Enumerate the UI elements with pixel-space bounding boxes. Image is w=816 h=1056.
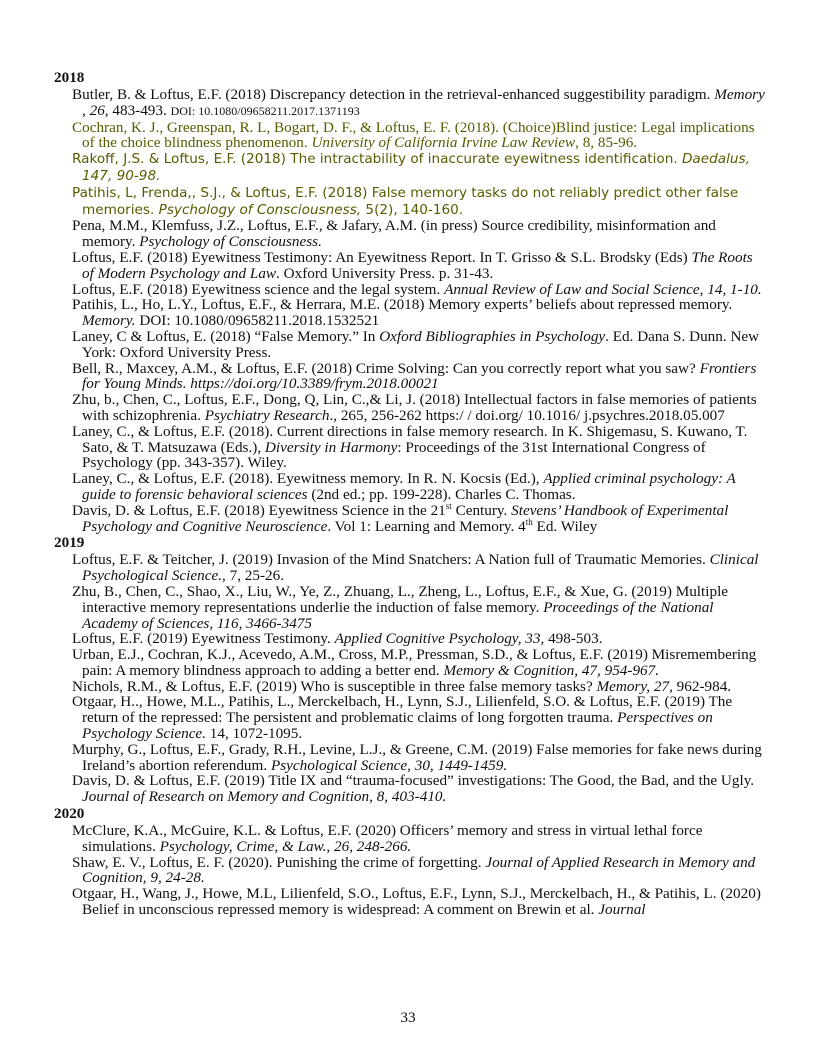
citation-entry [72, 584, 766, 631]
citation-text: Cochran, K. J., Greenspan, R. L, Bogart, D. F., & Loftus, E. F. (2018). (Choice)Blind justice: Legal implications of the choice blindness phenomenon. [72, 118, 755, 152]
citation-text: Loftus, E.F. (2019) Eyewitness Testimony. [72, 630, 335, 648]
citation-entry [72, 823, 766, 855]
citation-entry [72, 329, 766, 361]
citation-text: DOI: 10.1080/09658211.2018.1532521 [135, 312, 380, 330]
citation-entry [72, 679, 766, 695]
journal-title: Proceedings of the National Academy of Sciences, 116, 3466-3475 [82, 598, 714, 632]
citation-entry [72, 392, 766, 424]
citation-text: . Vol 1: Learning and Memory. 4 [327, 517, 526, 535]
citation-text: Zhu, B., Chen, C., Shao, X., Liu, W., Ye, Z., Zhuang, L., Zheng, L., Loftus, E.F., & Xue, G. (2019) Multiple interactive memory representations underlie the induction of false memory. [72, 582, 729, 616]
citation-entry [72, 250, 766, 282]
journal-title: Clinical Psychological Science. [82, 551, 759, 585]
citation-text: Patihis, L, Frenda,, S.J., & Loftus, E.F. (2018) False memory tasks do not reliably predict other false memories. [72, 184, 739, 218]
journal-title: Applied Cognitive Psychology, 33, [334, 630, 545, 648]
citation-entry [72, 361, 766, 393]
citation-text: , 8, 85-96. [575, 134, 638, 152]
journal-title: University of California Irvine Law Review [311, 134, 576, 152]
citation-entry [72, 742, 766, 774]
citation-entry [72, 218, 766, 250]
citation-text: Loftus, E.F. (2018) Eyewitness Testimony: An Eyewitness Report. In T. Grisso & S.L. Brodsky (Eds) [72, 248, 692, 266]
citation-entry [72, 185, 766, 219]
journal-title: Psychiatry Research [204, 406, 330, 424]
citation-text: Otgaar, H., Wang, J., Howe, M.L, Lilienfeld, S.O., Loftus, E.F., Lynn, S.J., Merckelbach, H., & Patihis, L. (2020) Belief in unconscious repressed memory is widespread: A comment on Brewin et al. [72, 885, 761, 919]
citation-text: Laney, C., & Loftus, E.F. (2018). Current directions in false memory research. In K. Shigemasu, S. Kuwano, T. Sato, & T. Matsuzawa (Eds.), [72, 422, 748, 456]
citation-entry [72, 855, 766, 887]
citation-text: Nichols, R.M., & Loftus, E.F. (2019) Who is susceptible in three false memory tasks? [72, 677, 597, 695]
citation-entry [72, 631, 766, 647]
citation-text: Otgaar, H.., Howe, M.L., Patihis, L., Merckelbach, H., Lynn, S.J., Lilienfeld, S.O. & Loftus, E.F. (2019) The return of the repressed: The persistent and problematic claims of long forgotten trauma. [72, 693, 733, 727]
year-heading-2019: 2019 [54, 534, 85, 552]
citation-entry [72, 500, 766, 535]
citation-text: 962-984. [672, 677, 732, 695]
book-title: Applied criminal psychology: A guide to forensic behavioral sciences [82, 470, 736, 503]
journal-title: Journal of Research on Memory and Cognition, 8, 403-410. [82, 788, 447, 806]
citation-entry [72, 773, 766, 805]
citation-text: Zhu, b., Chen, C., Loftus, E.F., Dong, Q, Lin, C.,& Li, J. (2018) Intellectual factors in false memories of patients with schizophrenia. [72, 391, 757, 424]
book-title: The Roots of Modern Psychology and Law [82, 248, 753, 282]
citation-text: Laney, C., & Loftus, E.F. (2018). Eyewitness memory. In R. N. Kocsis (Ed.), [72, 470, 544, 488]
citation-text: . Oxford University Press. p. 31-43. [276, 264, 494, 282]
citation-entry [72, 282, 766, 298]
citation-text: Shaw, E. V., Loftus, E. F. (2020). Punishing the crime of forgetting. [72, 853, 486, 871]
citation-text: , 7, 25-26. [222, 567, 285, 585]
journal-title: Memory , 26, [82, 86, 765, 119]
journal-title: Psychology, Crime, & Law., 26, 248-266. [159, 837, 412, 855]
citation-entry [72, 647, 766, 679]
citation-text: Ed. Wiley [532, 517, 598, 535]
journal-title: Frontiers for Young Minds. https://doi.org/10.3389/frym.2018.00021 [82, 359, 757, 393]
journal-title: Annual Review of Law and Social Science, 14, 1-10. [444, 280, 762, 298]
citation-text: ., 265, 256-262 https:/ / doi.org/ 10.1016/ j.psychres.2018.05.007 [329, 406, 725, 424]
publication-list [54, 68, 766, 918]
citation-entry [72, 87, 766, 120]
citation-text: Patihis, L., Ho, L.Y., Loftus, E.F., & Herrara, M.E. (2018) Memory experts’ beliefs about repressed memory. [72, 296, 733, 314]
journal-title: Journal of Applied Research in Memory and Cognition, 9, 24-28. [82, 853, 756, 887]
year-heading-2020: 2020 [54, 805, 85, 823]
journal-title: Memory, 27, [596, 677, 673, 695]
citation-entry [72, 886, 766, 918]
citation-text: Urban, E.J., Cochran, K.J., Acevedo, A.M., Cross, M.P., Pressman, S.D., & Loftus, E.F. (2019) Misremembering pain: A memory blindness approach to adding a better end. [72, 646, 757, 679]
journal-title: Daedalus, 147, 90-98. [82, 151, 750, 184]
doi-text: DOI: 10.1080/09658211.2017.1371193 [170, 103, 360, 118]
citation-entry [72, 120, 766, 152]
citation-entry [72, 694, 766, 741]
citation-text: Loftus, E.F. (2018) Eyewitness science and the legal system. [72, 280, 445, 298]
citation-entry [72, 471, 766, 503]
citation-text: McClure, K.A., McGuire, K.L. & Loftus, E.F. (2020) Officers’ memory and stress in virtual lethal force simulations. [72, 822, 703, 855]
citation-text: Loftus, E.F. & Teitcher, J. (2019) Invasion of the Mind Snatchers: A Nation full of Traumatic Memories. [72, 551, 710, 569]
citation-text: . Ed. Dana S. Dunn. New York: Oxford University Press. [82, 327, 760, 361]
citation-text: Butler, B. & Loftus, E.F. (2018) Discrepancy detection in the retrieval-enhanced suggestibility paradigm. [72, 86, 715, 103]
citation-text: Murphy, G., Loftus, E.F., Grady, R.H., Levine, L.J., & Greene, C.M. (2019) False memories for fake news during Ireland’s abortion referendum. [72, 740, 762, 774]
journal-title: Psychological Science, 30, 1449-1459. [270, 756, 508, 774]
citation-text: Century. [451, 501, 512, 519]
year-heading-2018: 2018 [54, 69, 85, 86]
journal-title: Perspectives on Psychology Science. [82, 709, 713, 743]
citation-text: Laney, C & Loftus, E. (2018) “False Memory.” In [72, 327, 380, 345]
citation-text: Bell, R., Maxcey, A.M., & Loftus, E.F. (2018) Crime Solving: Can you correctly report what you saw? [72, 359, 700, 377]
citation-text: Pena, M.M., Klemfuss, J.Z., Loftus, E.F., & Jafary, A.M. (in press) Source credibility, misinformation and memory. [72, 217, 716, 251]
superscript: st [445, 500, 452, 511]
citation-entry [72, 424, 766, 471]
citation-text: 498-503. [544, 630, 603, 648]
citation-text: 5(2), 140-160. [361, 201, 464, 218]
journal-title: Memory & Cognition, 47, 954-967. [443, 661, 660, 679]
citation-entry [72, 552, 766, 584]
superscript: th [525, 516, 533, 527]
citation-text: Rakoff, J.S. & Loftus, E.F. (2018) The intractability of inaccurate eyewitness identification. [72, 151, 682, 168]
page-number: 33 [400, 1009, 416, 1026]
citation-entry [72, 151, 766, 185]
citation-text: 483-493. [108, 101, 171, 119]
book-title: Oxford Bibliographies in Psychology [379, 327, 606, 345]
citation-text: Davis, D. & Loftus, E.F. (2019) Title IX and “trauma-focused” investigations: The Good, the Bad, and the Ugly. [72, 772, 755, 790]
citation-entry [72, 297, 766, 329]
book-title: Stevens’ Handbook of Experimental Psychology and Cognitive Neuroscience [82, 501, 729, 535]
book-title: Diversity in Harmony [264, 438, 398, 456]
journal-title: Memory. [82, 312, 136, 330]
citation-text: Davis, D. & Loftus, E.F. (2018) Eyewitness Science in the 21 [72, 501, 446, 519]
journal-title: Psychology of Consciousness. [139, 233, 322, 251]
journal-title: Psychology of Consciousness, [158, 201, 362, 218]
citation-text: 14, 1072-1095. [205, 725, 303, 743]
journal-title: Journal [598, 901, 646, 919]
citation-text: : Proceedings of the 31st International Congress of Psychology (pp. 343-357). Wiley. [82, 438, 706, 472]
citation-text: (2nd ed.; pp. 199-228). Charles C. Thomas. [307, 485, 576, 503]
